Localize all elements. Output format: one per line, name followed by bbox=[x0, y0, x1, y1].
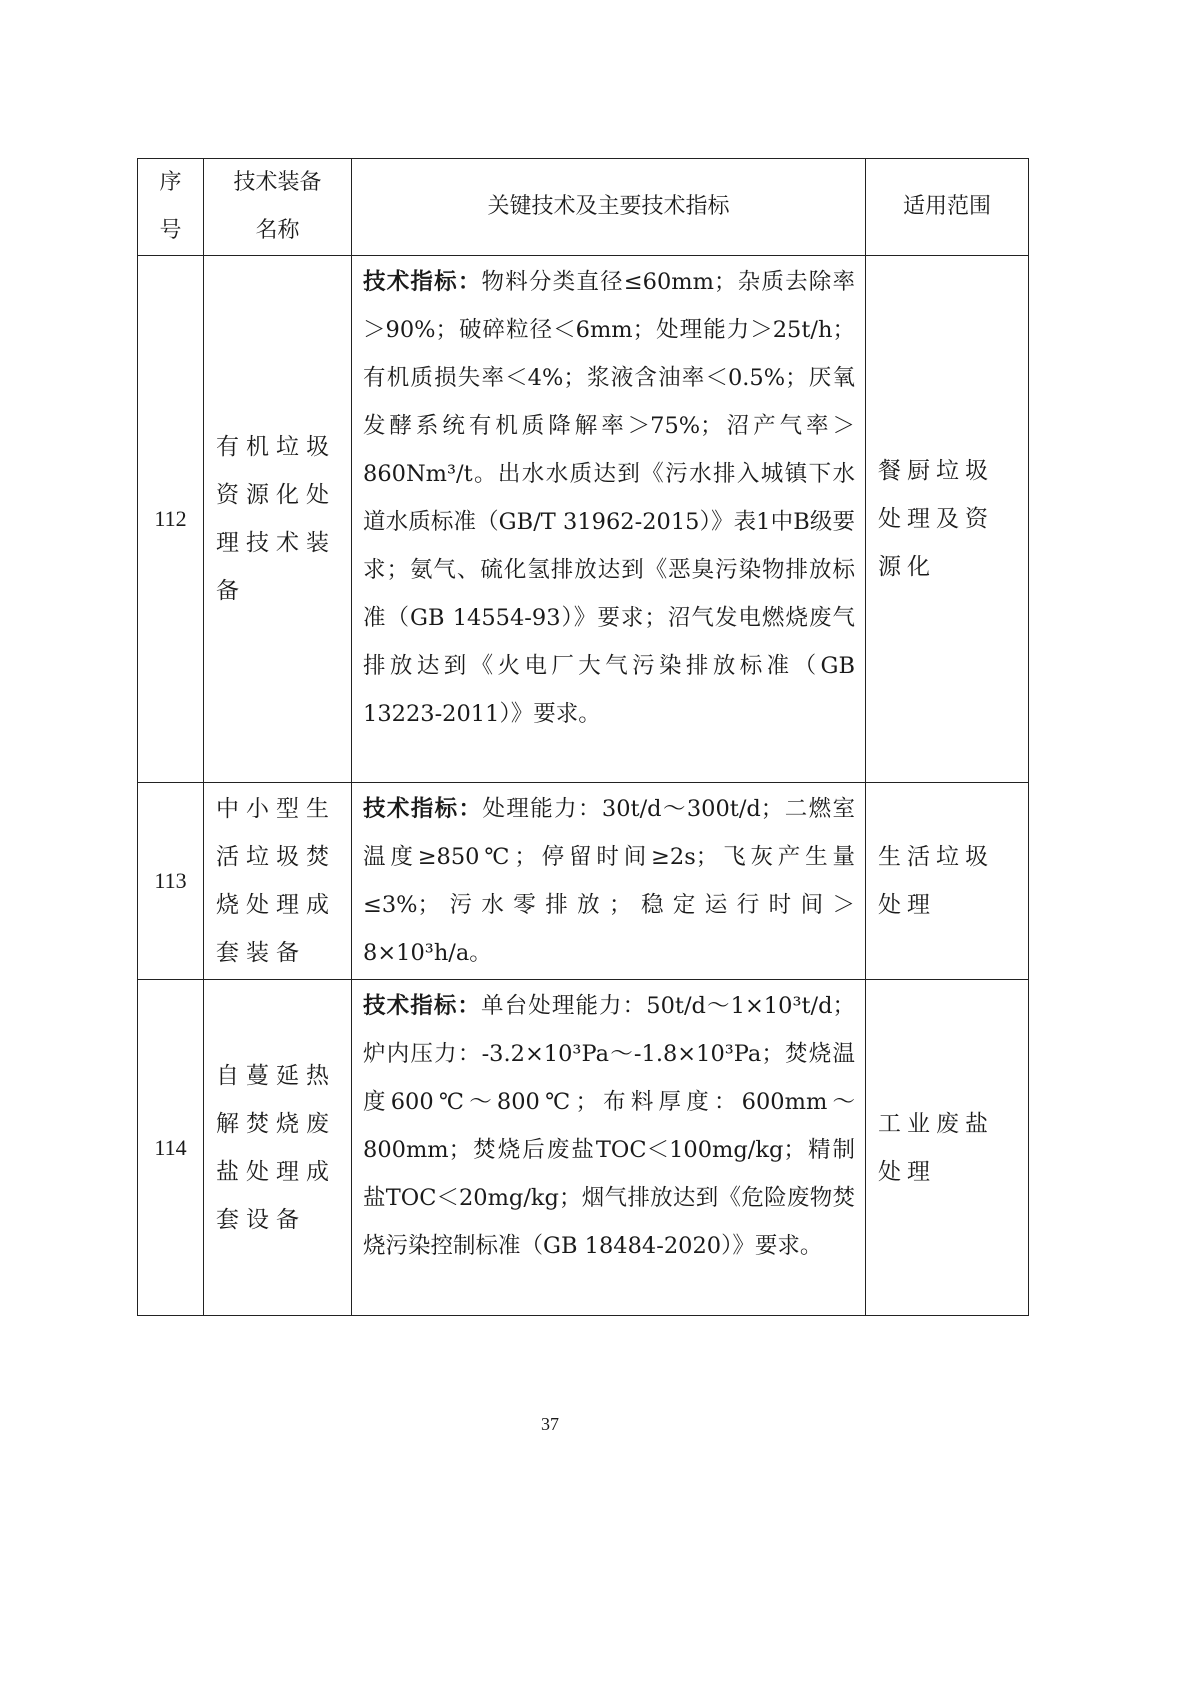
application-scope: 餐厨垃圾处理及资源化 bbox=[866, 256, 1029, 783]
tech-label: 技术指标： bbox=[363, 269, 482, 295]
equipment-name: 自蔓延热解焚烧废盐处理成套设备 bbox=[204, 980, 352, 1316]
header-tech: 关键技术及主要技术指标 bbox=[352, 159, 866, 256]
row-number: 114 bbox=[138, 980, 204, 1316]
tech-indicators bbox=[352, 783, 866, 980]
tech-indicators bbox=[352, 980, 866, 1316]
equipment-table bbox=[137, 158, 1029, 1316]
tech-indicators bbox=[352, 256, 866, 783]
tech-label: 技术指标： bbox=[363, 993, 482, 1019]
header-scope: 适用范围 bbox=[866, 159, 1029, 256]
tech-text: 物料分类直径≤60mm；杂质去除率＞90%；破碎粒径＜6mm；处理能力＞25t/h；有机质损失率＜4%；浆液含油率＜0.5%；厌氧发酵系统有机质降解率＞75%；沼产气率＞860Nm³/t。出水水质达到《污水排入城镇下水道水质标准（GB/T 31962-2015）》表1中B级要求；氨气、硫化氢排放达到《恶臭污染物排放标准（GB 14554-93）》要求；沼气发电燃烧废气排放达到《火电厂大气污染排放标准（GB 13223-2011）》要求。 bbox=[363, 269, 855, 727]
application-scope: 工业废盐处理 bbox=[866, 980, 1029, 1316]
equipment-name: 有机垃圾资源化处理技术装备 bbox=[204, 256, 352, 783]
header-name bbox=[204, 159, 352, 256]
page-number: 37 bbox=[541, 1414, 559, 1434]
equipment-name: 中小型生活垃圾焚烧处理成套装备 bbox=[204, 783, 352, 980]
table-header-row bbox=[138, 159, 1029, 256]
header-name-line1: 技术装备 bbox=[233, 170, 322, 195]
header-no bbox=[138, 159, 204, 256]
table-row bbox=[138, 256, 1029, 783]
row-number: 112 bbox=[138, 256, 204, 783]
row-number: 113 bbox=[138, 783, 204, 980]
header-name-line2: 名称 bbox=[255, 218, 300, 243]
tech-text: 处理能力：30t/d～300t/d；二燃室温度≥850℃；停留时间≥2s；飞灰产生量≤3%；污水零排放；稳定运行时间＞8×10³h/a。 bbox=[363, 796, 855, 966]
header-no-line2: 号 bbox=[159, 218, 182, 243]
tech-text: 单台处理能力：50t/d～1×10³t/d；炉内压力：-3.2×10³Pa～-1.8×10³Pa；焚烧温度600℃～800℃；布料厚度：600mm～800mm；焚烧后废盐TOC＜100mg/kg；精制盐TOC＜20mg/kg；烟气排放达到《危险废物焚烧污染控制标准（GB 18484-2020）》要求。 bbox=[363, 993, 855, 1259]
table-row bbox=[138, 783, 1029, 980]
table-row bbox=[138, 980, 1029, 1316]
application-scope: 生活垃圾处理 bbox=[866, 783, 1029, 980]
tech-label: 技术指标： bbox=[363, 796, 483, 822]
header-no-line1: 序 bbox=[159, 170, 182, 195]
